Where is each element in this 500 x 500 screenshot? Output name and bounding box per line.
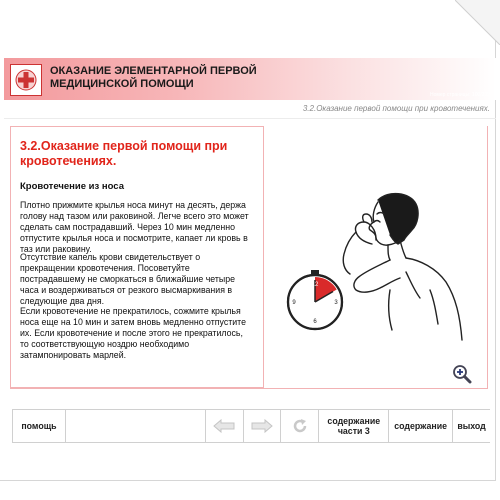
forward-button[interactable]: [244, 410, 282, 442]
paragraph-2: Отсутствие капель крови свидетельствует о прекращении кровотечения. Посоветуйте пострадавшему не сморкаться в ближайшие четыре часа и воздерживаться от резкого высмаркивания в следующие два дня.: [20, 252, 236, 306]
refresh-icon: [292, 418, 308, 434]
footer-toolbar: [12, 409, 490, 443]
clock-12: 12: [311, 282, 319, 288]
header-divider: [4, 118, 496, 119]
toc-button[interactable]: содержание: [389, 410, 453, 442]
forward-arrow-icon: [251, 419, 273, 433]
paragraph-3: Если кровотечение не прекратилось, сожмите крылья носа еще на 10 мин и затем вновь медленно отпустите их. Если кровотечение и после этого не прекратилось, то соответствующую ноздрю необходимо затампонировать марлей.: [20, 306, 246, 360]
content-right-rule: [487, 126, 488, 389]
toolbar-spacer: [66, 410, 206, 442]
paragraph-1: Плотно прижмите крылья носа минут на десять, держа голову над тазом или раковиной. Легче всего это может сделать сам пострадавший. Через 10 мин медленно отпустите крылья носа и посмотрите, капает ли кровь в таз или раковину.: [20, 200, 249, 254]
logo-icon: [10, 64, 42, 96]
back-arrow-icon: [213, 419, 235, 433]
breadcrumb: 3.2.Оказание первой помощи при кровотечениях.: [302, 104, 490, 113]
person-pinching-nose-illustration: [343, 194, 462, 340]
zoom-in-icon[interactable]: [452, 364, 472, 384]
illustration: [270, 190, 470, 350]
content-bottom-rule: [10, 388, 488, 389]
back-button[interactable]: [206, 410, 244, 442]
exit-button[interactable]: выход: [457, 421, 486, 431]
clock-6: 6: [313, 319, 317, 325]
toc-part3-button[interactable]: содержание части 3: [319, 410, 389, 442]
page-counter: Номер страницы: 100/239: [430, 92, 490, 98]
clock-3: 3: [334, 300, 338, 306]
clock-icon: [288, 270, 342, 329]
page-curl-icon: [455, 0, 500, 45]
section-title: 3.2.Оказание первой помощи при кровотечениях.: [20, 139, 228, 168]
clock-9: 9: [292, 300, 296, 306]
refresh-button[interactable]: [281, 410, 319, 442]
help-button[interactable]: помощь: [12, 410, 66, 442]
app-title: ОКАЗАНИЕ ЭЛЕМЕНТАРНОЙ ПЕРВОЙ МЕДИЦИНСКОЙ ПОМОЩИ: [50, 65, 257, 90]
subheading: Кровотечение из носа: [20, 181, 124, 192]
